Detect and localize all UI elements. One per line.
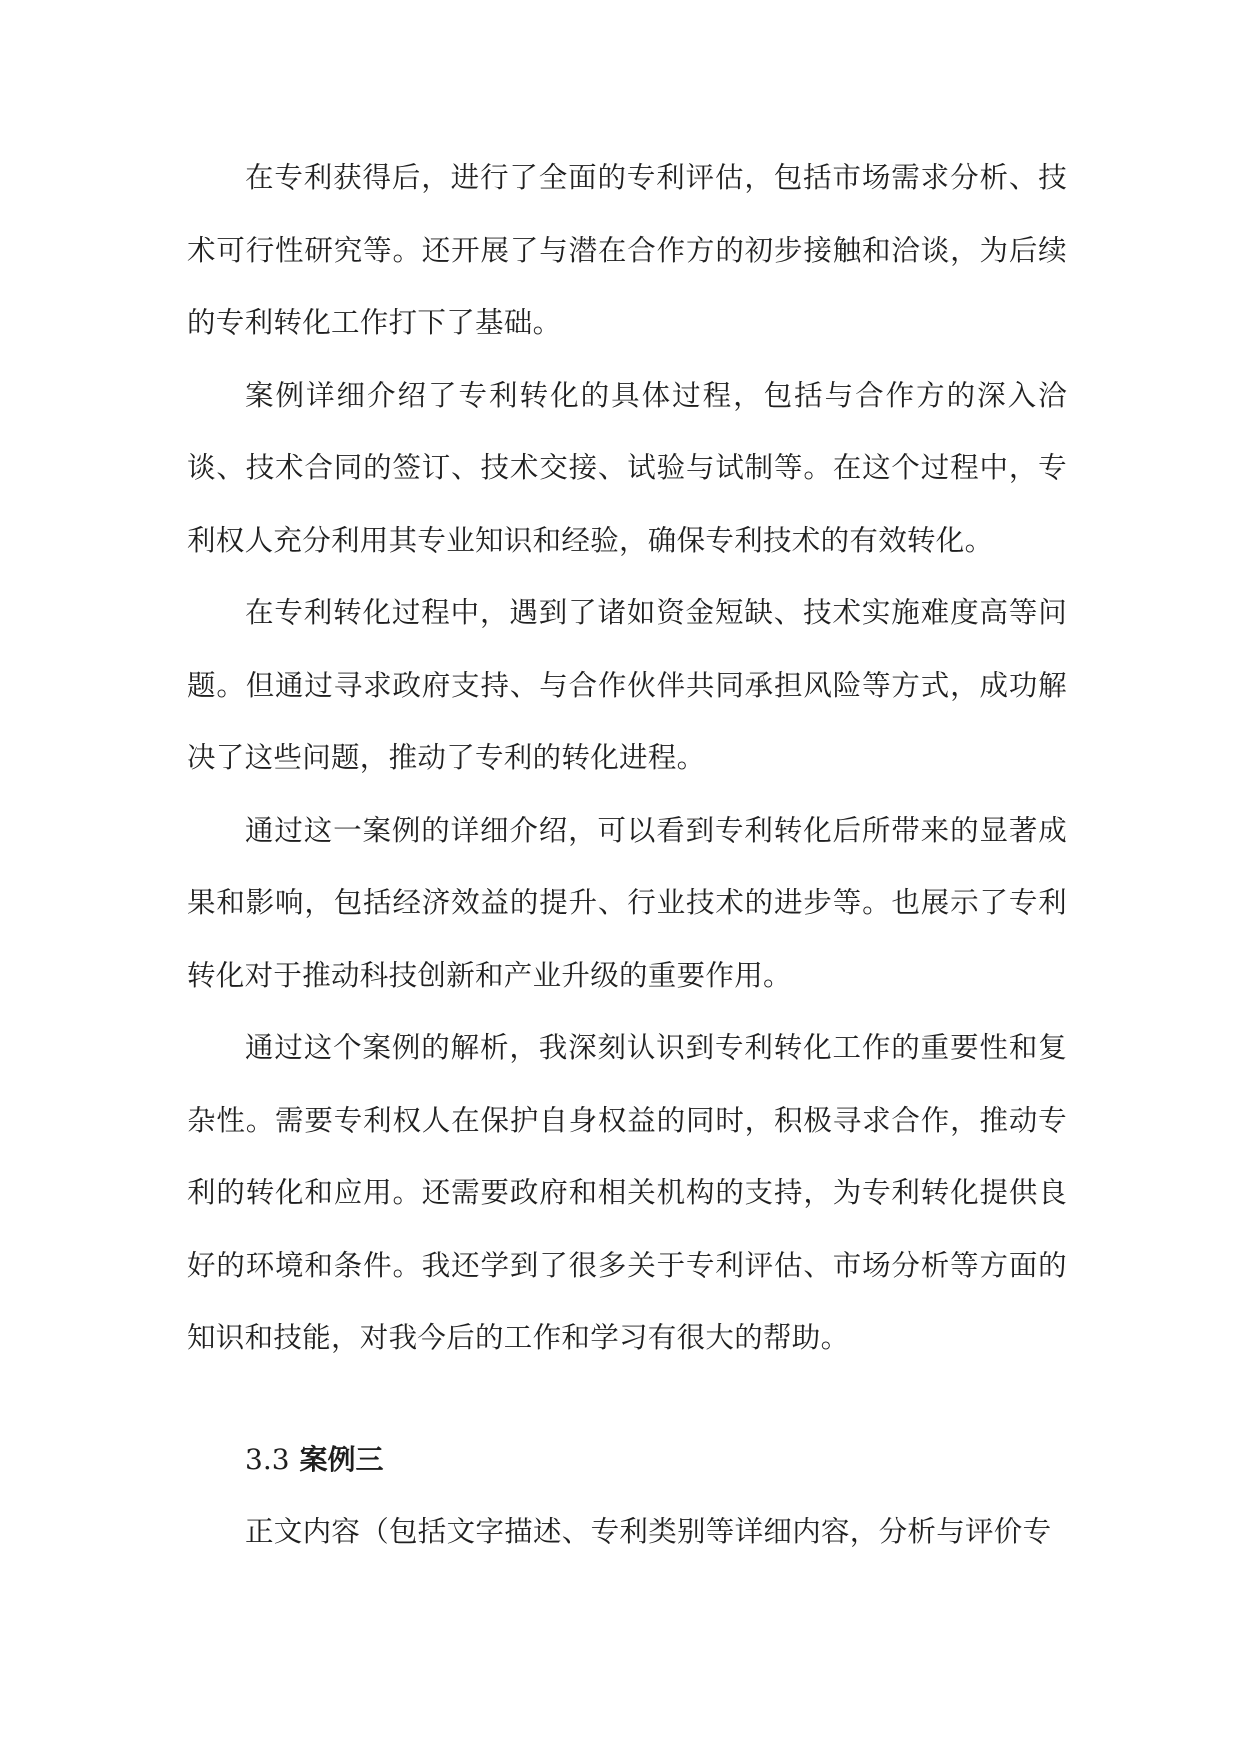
- section-heading: [245, 1424, 1067, 1496]
- paragraph: 通过这个案例的解析，我深刻认识到专利转化工作的重要性和复杂性。需要专利权人在保护自身权益的同时，积极寻求合作，推动专利的转化和应用。还需要政府和相关机构的支持，为专利转化提供良好的环境和条件。我还学到了很多关于专利评估、市场分析等方面的知识和技能，对我今后的工作和学习有很大的帮助。: [187, 1031, 1067, 1354]
- paragraph: 正文内容（包括文字描述、专利类别等详细内容，分析与评价专: [245, 1514, 1052, 1548]
- paragraph: 案例详细介绍了专利转化的具体过程，包括与合作方的深入洽谈、技术合同的签订、技术交接、试验与试制等。在这个过程中，专利权人充分利用其专业知识和经验，确保专利技术的有效转化。: [187, 378, 1067, 557]
- section-title: 案例三: [299, 1442, 384, 1476]
- page-content: [187, 142, 1067, 1568]
- paragraph: 通过这一案例的详细介绍，可以看到专利转化后所带来的显著成果和影响，包括经济效益的提升、行业技术的进步等。也展示了专利转化对于推动科技创新和产业升级的重要作用。: [187, 813, 1067, 992]
- section-number: 3.3: [245, 1442, 290, 1476]
- paragraph: 在专利获得后，进行了全面的专利评估，包括市场需求分析、技术可行性研究等。还开展了与潜在合作方的初步接触和洽谈，为后续的专利转化工作打下了基础。: [187, 161, 1067, 339]
- paragraph: 在专利转化过程中，遇到了诸如资金短缺、技术实施难度高等问题。但通过寻求政府支持、与合作伙伴共同承担风险等方式，成功解决了这些问题，推动了专利的转化进程。: [187, 596, 1067, 774]
